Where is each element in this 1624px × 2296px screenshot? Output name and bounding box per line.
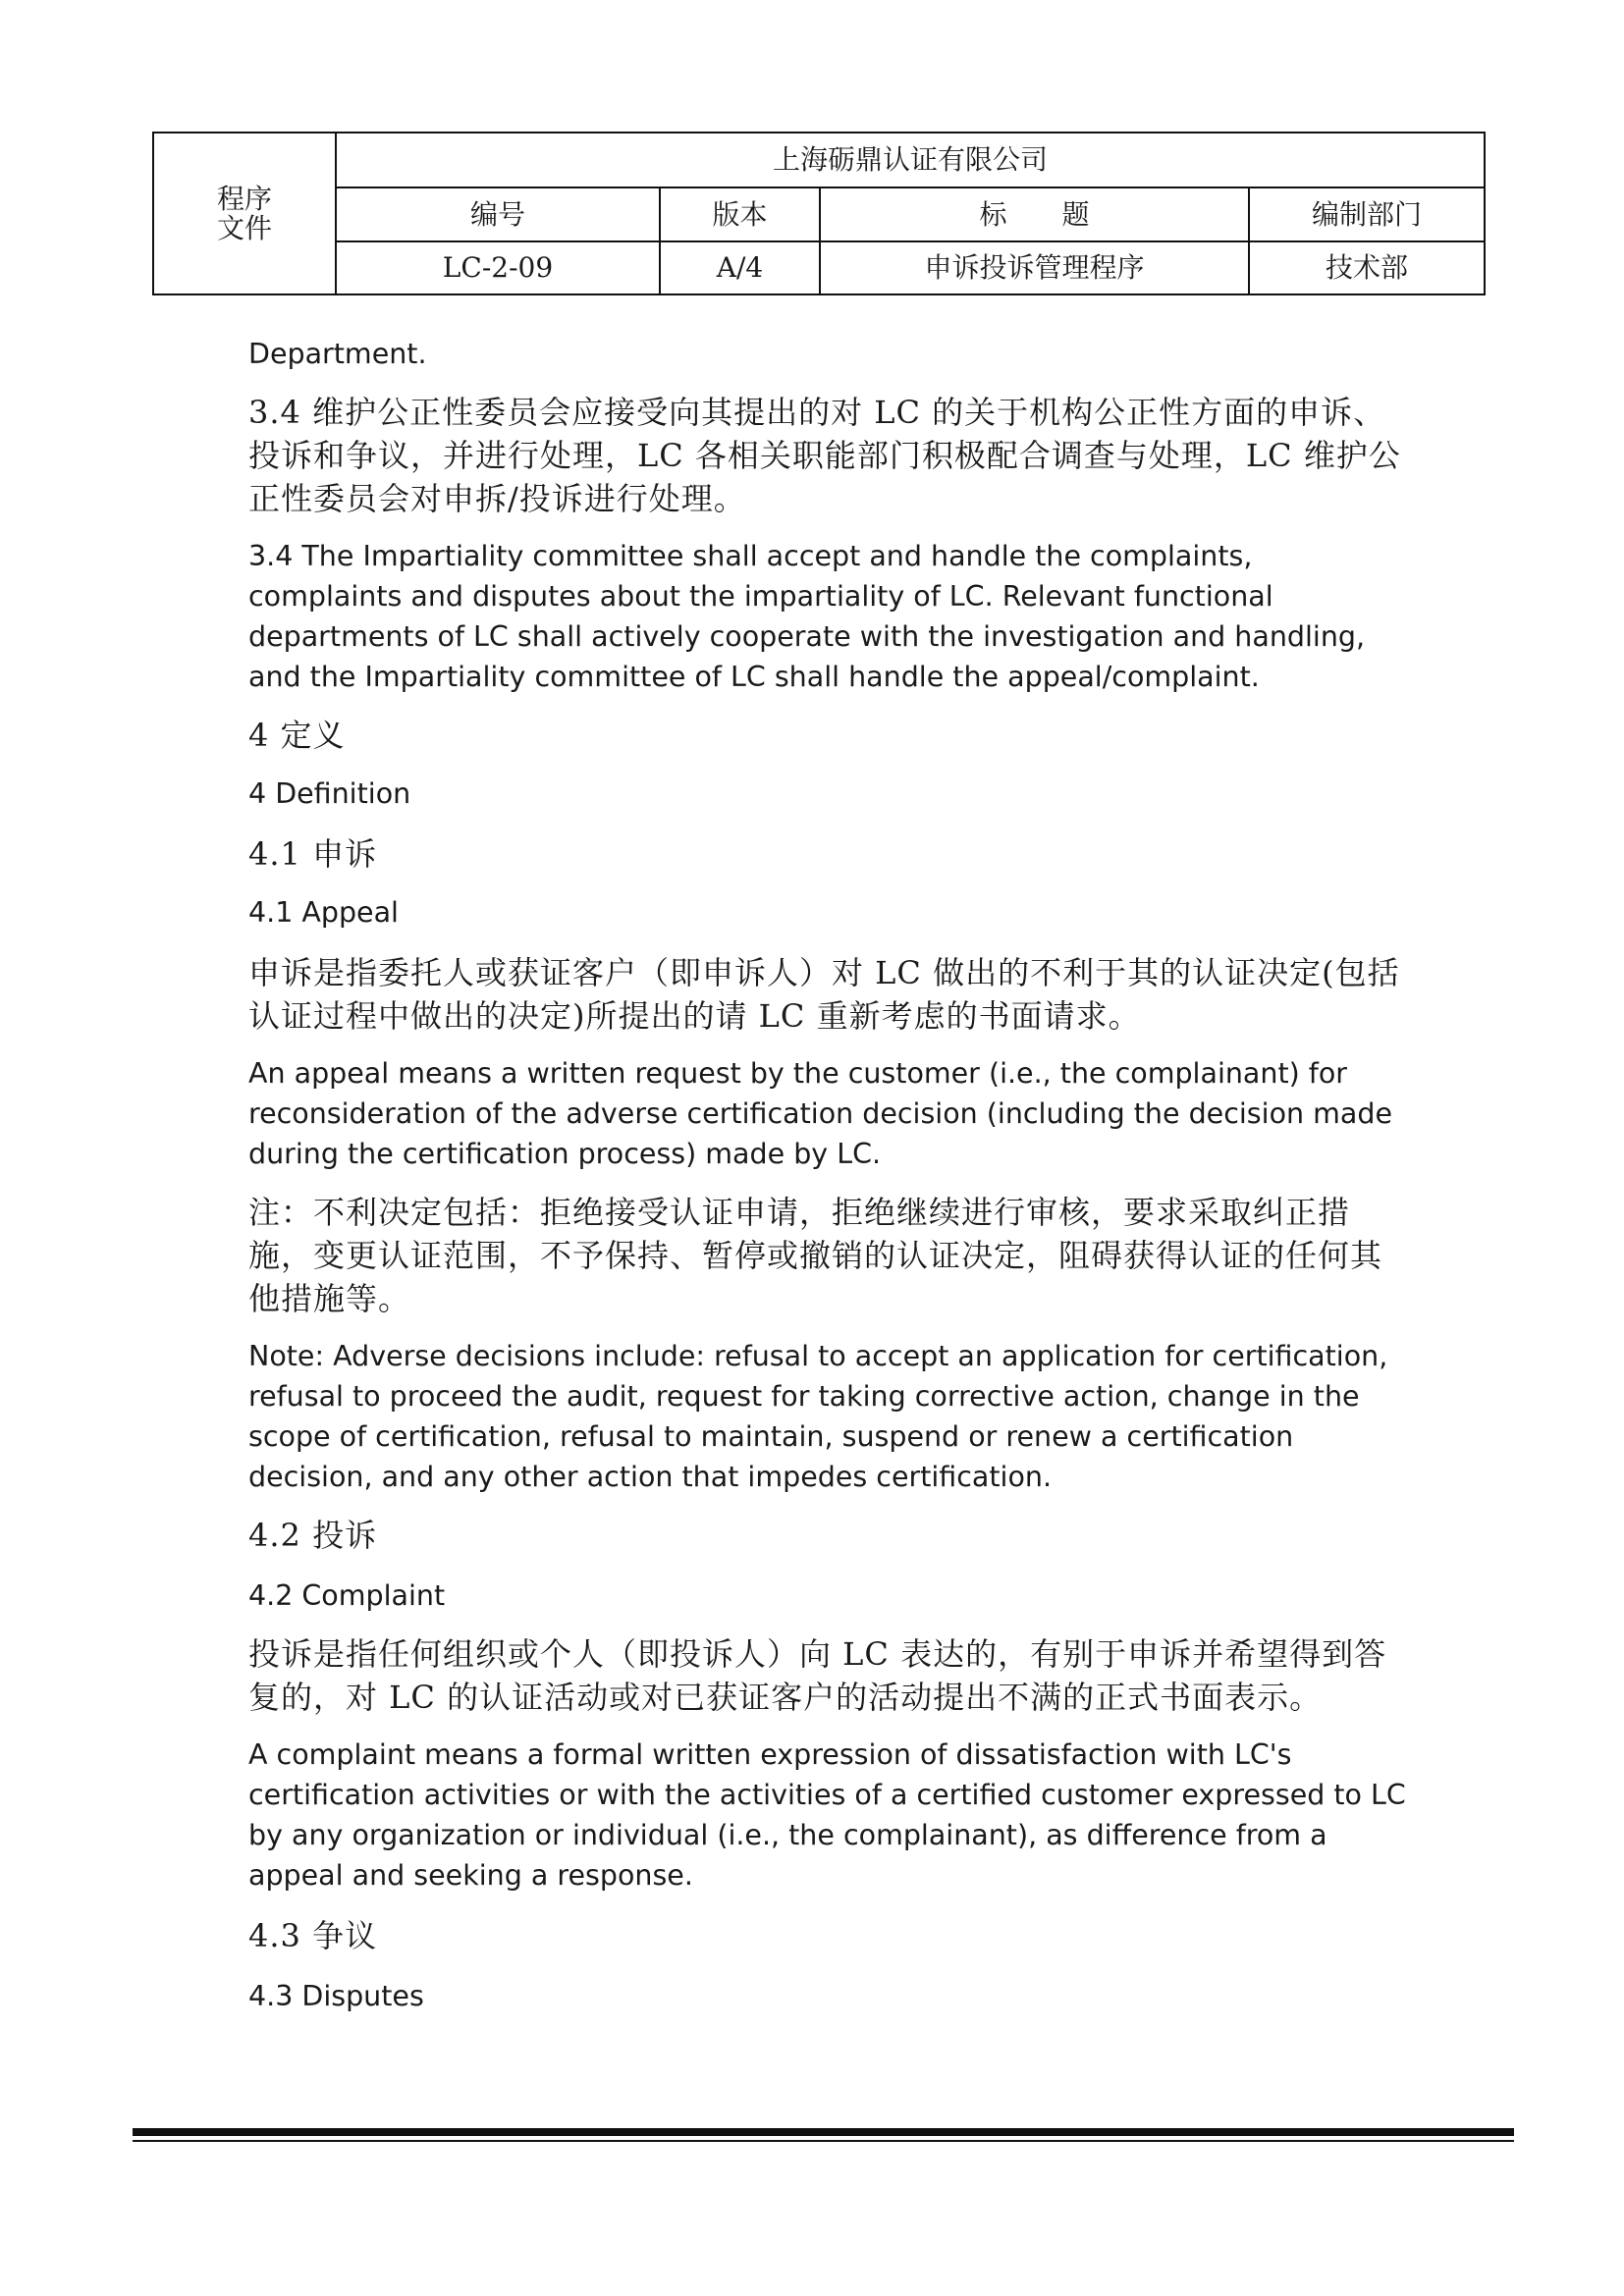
- document-number: LC-2-09: [336, 241, 660, 294]
- company-name: 上海砺鼎认证有限公司: [336, 133, 1485, 187]
- footer-rule-thick: [133, 2128, 1514, 2136]
- subsection-heading: 4.2 投诉: [248, 1517, 378, 1554]
- version-label: 版本: [660, 187, 820, 241]
- subsection-heading: 4.3 Disputes: [248, 1980, 424, 2012]
- document-type-line1: 程序: [216, 183, 272, 216]
- paragraph: 3.4 维护公正性委员会应接受向其提出的对 LC 的关于机构公正性方面的申诉、投诉和争议，并进行处理，LC 各相关职能部门积极配合调查与处理，LC 维护公正性委员会对申拆/投诉进行处理。: [248, 394, 1401, 517]
- subsection-heading: 4.1 Appeal: [248, 896, 399, 929]
- document-department: 技术部: [1249, 241, 1485, 294]
- document-title: 申诉投诉管理程序: [820, 241, 1249, 294]
- paragraph: Department.: [248, 338, 427, 370]
- section-heading: 4 定义: [248, 717, 346, 754]
- paragraph: 投诉是指任何组织或个人（即投诉人）向 LC 表达的，有别于申诉并希望得到答复的，对 LC 的认证活动或对已获证客户的活动提出不满的正式书面表示。: [248, 1635, 1387, 1716]
- paragraph: Note: Adverse decisions include: refusal to accept an application for certification, refusal to proceed the audit, request for taking corrective action, change in the scope of certification, refusal to maintain, suspend or renew a certification decision, and any other action that impedes certification.: [248, 1340, 1388, 1493]
- paragraph: A complaint means a formal written expression of dissatisfaction with LC's certification activities or with the activities of a certified customer expressed to LC by any organization or individual (i.e., the complainant), as difference from a appeal and seeking a response.: [248, 1738, 1406, 1892]
- footer-rule-thin: [133, 2140, 1514, 2142]
- subsection-heading: 4.1 申诉: [248, 835, 378, 873]
- document-type-line2: 文件: [216, 211, 272, 244]
- title-label: 标 题: [820, 187, 1249, 241]
- paragraph: An appeal means a written request by the customer (i.e., the complainant) for reconsideration of the adverse certification decision (including the decision made during the certification process) made by LC.: [248, 1057, 1392, 1170]
- subsection-heading: 4.3 争议: [248, 1917, 378, 1954]
- paragraph: 注：不利决定包括：拒绝接受认证申请，拒绝继续进行审核，要求采取纠正措施，变更认证范围，不予保持、暂停或撤销的认证决定，阻碍获得认证的任何其他措施等。: [248, 1194, 1383, 1317]
- section-heading: 4 Definition: [248, 777, 411, 810]
- subsection-heading: 4.2 Complaint: [248, 1579, 446, 1612]
- document-type-cell: [153, 133, 336, 294]
- document-body: [248, 334, 1407, 2016]
- document-header-table: [152, 132, 1486, 295]
- paragraph: 申诉是指委托人或获证客户（即申诉人）对 LC 做出的不利于其的认证决定(包括认证过程中做出的决定)所提出的请 LC 重新考虑的书面请求。: [248, 954, 1400, 1035]
- document-version: A/4: [660, 241, 820, 294]
- department-label: 编制部门: [1249, 187, 1485, 241]
- number-label: 编号: [336, 187, 660, 241]
- paragraph: 3.4 The Impartiality committee shall accept and handle the complaints, complaints and disputes about the impartiality of LC. Relevant functional departments of LC shall actively cooperate with the investigation and handling, and the Impartiality committee of LC shall handle the appeal/complaint.: [248, 540, 1366, 693]
